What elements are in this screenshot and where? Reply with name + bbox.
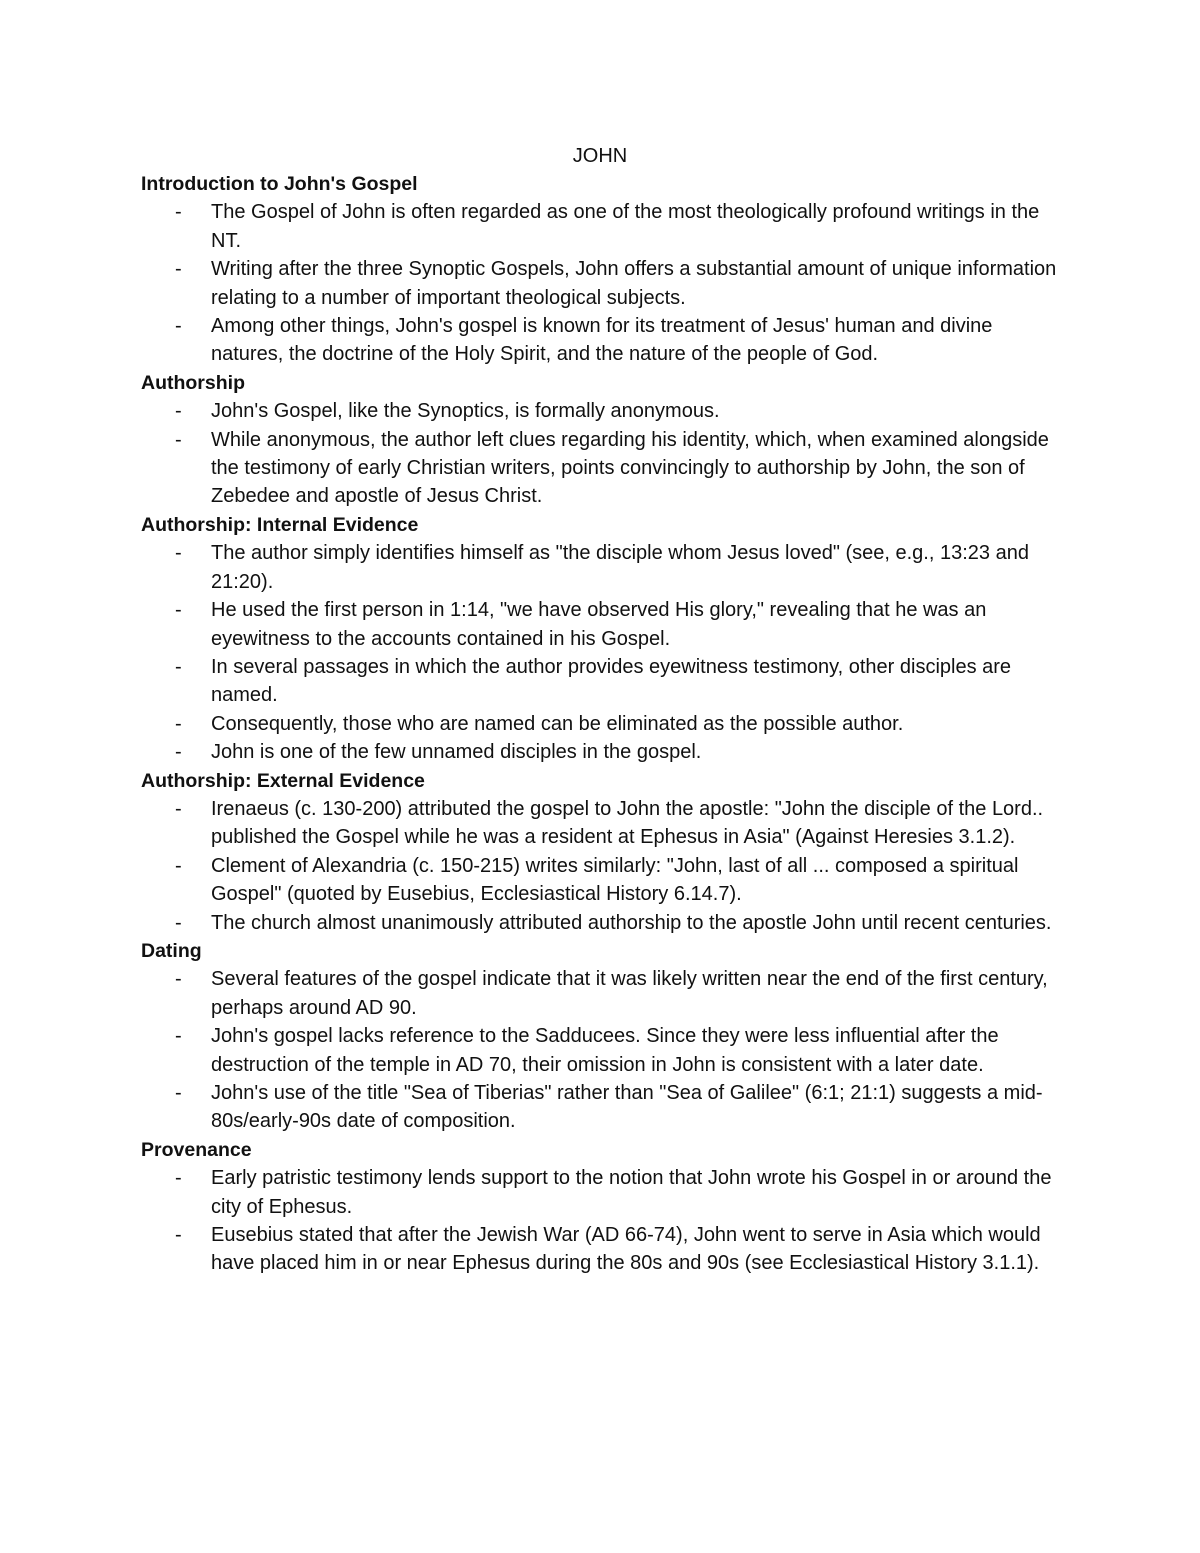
document-body <box>141 170 1061 1278</box>
list-item-text: John's gospel lacks reference to the Sadducees. Since they were less influential after the destruction of the temple in AD 70, their omission in John is consistent with a later date. <box>211 1025 999 1076</box>
list-item <box>141 312 1061 369</box>
list-item <box>141 653 1061 710</box>
list-item-text: Among other things, John's gospel is known for its treatment of Jesus' human and divine natures, the doctrine of the Holy Spirit, and the nature of the people of God. <box>211 315 993 366</box>
dash-bullet: - <box>175 712 182 735</box>
list-item-text: Irenaeus (c. 130-200) attributed the gospel to John the apostle: "John the disciple of the Lord.. published the Gospel while he was a resident at Ephesus in Asia" (Against Heresies 3.1.2). <box>211 797 1044 849</box>
list-item-text: Clement of Alexandria (c. 150-215) writes similarly: "John, last of all ... composed a spiritual Gospel" (quoted by Eusebius, Ecclesiastical History 6.14.7). <box>211 854 1019 906</box>
list-item-text: Writing after the three Synoptic Gospels, John offers a substantial amount of unique information relating to a number of important theological subjects. <box>211 258 1057 309</box>
list-item-text: Early patristic testimony lends support to the notion that John wrote his Gospel in or around the city of Ephesus. <box>211 1167 1052 1218</box>
dash-bullet: - <box>175 854 182 877</box>
dash-bullet: - <box>175 258 182 281</box>
dash-bullet: - <box>175 542 182 565</box>
list-item <box>141 852 1061 909</box>
list-item <box>141 710 1061 738</box>
bullet-list <box>141 539 1061 766</box>
bullet-list <box>141 397 1061 511</box>
list-item <box>141 1164 1061 1221</box>
dash-bullet: - <box>175 400 182 423</box>
list-item <box>141 426 1061 511</box>
bullet-list <box>141 795 1061 937</box>
list-item-text: The author simply identifies himself as "the disciple whom Jesus loved" (see, e.g., 13:23 and 21:20). <box>211 542 1029 593</box>
section-heading: Authorship: External Evidence <box>141 769 425 792</box>
section-provenance <box>141 1136 1061 1278</box>
list-item <box>141 965 1061 1022</box>
list-item <box>141 397 1061 425</box>
dash-bullet: - <box>175 428 182 451</box>
list-item-text: John's Gospel, like the Synoptics, is formally anonymous. <box>211 400 720 423</box>
list-item <box>141 198 1061 255</box>
section-heading: Authorship: Internal Evidence <box>141 513 419 536</box>
list-item-text: Eusebius stated that after the Jewish War (AD 66-74), John went to serve in Asia which would have placed him in or near Ephesus during the 80s and 90s (see Ecclesiastical History 3.1.1). <box>211 1224 1041 1275</box>
list-item-text: He used the first person in 1:14, "we have observed His glory," revealing that he was an eyewitness to the accounts contained in his Gospel. <box>211 599 987 650</box>
list-item-text: Several features of the gospel indicate that it was likely written near the end of the first century, perhaps around AD 90. <box>211 968 1048 1019</box>
list-item <box>141 255 1061 312</box>
section-authorship <box>141 369 1061 511</box>
dash-bullet: - <box>175 741 182 764</box>
list-item <box>141 1022 1061 1079</box>
bullet-list <box>141 965 1061 1135</box>
dash-bullet: - <box>175 599 182 622</box>
dash-bullet: - <box>175 1167 182 1190</box>
list-item-text: John's use of the title "Sea of Tiberias" rather than "Sea of Galilee" (6:1; 21:1) suggests a mid-80s/early-90s date of composition. <box>211 1082 1043 1133</box>
section-introduction <box>141 170 1061 369</box>
list-item-text: Consequently, those who are named can be eliminated as the possible author. <box>211 712 904 735</box>
list-item <box>141 539 1061 596</box>
dash-bullet: - <box>175 655 182 678</box>
list-item <box>141 1221 1061 1278</box>
list-item <box>141 738 1061 766</box>
list-item-text: While anonymous, the author left clues regarding his identity, which, when examined alongside the testimony of early Christian writers, points convincingly to authorship by John, the son of Zebedee and apostle of Jesus Christ. <box>211 428 1049 508</box>
section-internal-evidence <box>141 511 1061 767</box>
section-heading: Provenance <box>141 1138 252 1161</box>
bullet-list <box>141 198 1061 368</box>
document-title: JOHN <box>572 145 628 167</box>
list-item-text: The church almost unanimously attributed authorship to the apostle John until recent centuries. <box>211 911 1052 934</box>
dash-bullet: - <box>175 315 182 338</box>
section-heading: Authorship <box>141 371 245 394</box>
bullet-list <box>141 1164 1061 1278</box>
list-item-text: In several passages in which the author provides eyewitness testimony, other disciples are named. <box>211 655 1012 707</box>
dash-bullet: - <box>175 797 182 820</box>
dash-bullet: - <box>175 1224 182 1247</box>
dash-bullet: - <box>175 968 182 991</box>
section-external-evidence <box>141 767 1061 937</box>
section-dating <box>141 937 1061 1136</box>
list-item <box>141 1079 1061 1136</box>
dash-bullet: - <box>175 1082 182 1104</box>
list-item <box>141 795 1061 852</box>
list-item-text: John is one of the few unnamed disciples in the gospel. <box>211 741 702 764</box>
section-heading: Dating <box>141 939 202 962</box>
dash-bullet: - <box>175 1025 182 1048</box>
list-item <box>141 596 1061 653</box>
dash-bullet: - <box>175 911 182 934</box>
dash-bullet: - <box>175 201 182 224</box>
list-item-text: The Gospel of John is often regarded as one of the most theologically profound writings in the NT. <box>211 201 1040 252</box>
section-heading: Introduction to John's Gospel <box>141 173 418 195</box>
list-item <box>141 909 1061 937</box>
